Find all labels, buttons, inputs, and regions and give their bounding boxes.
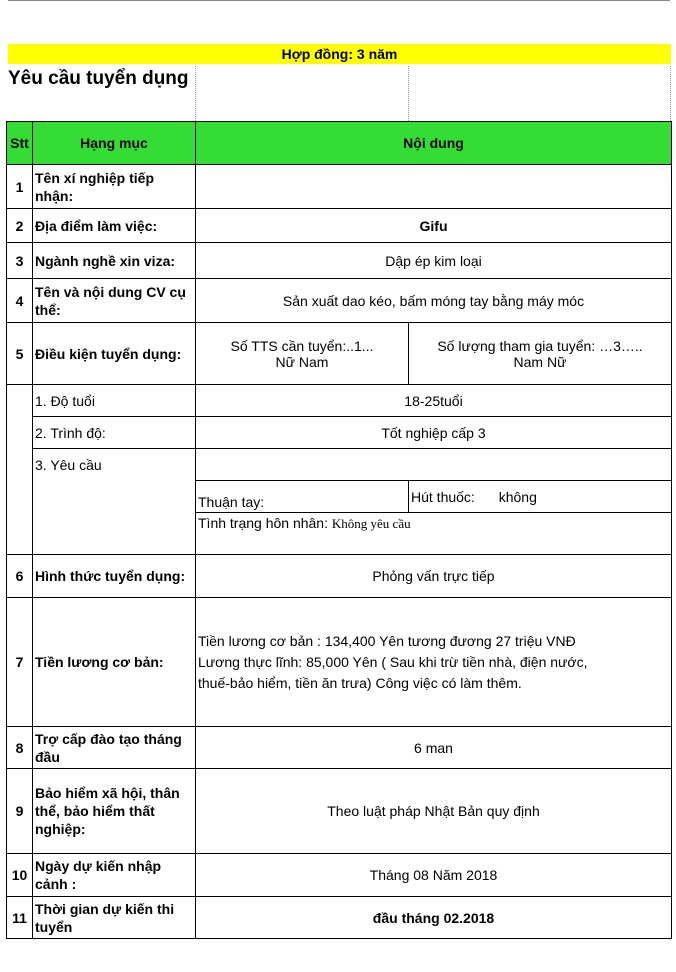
row-number: 11	[7, 897, 33, 939]
row-label: Tiền lương cơ bản:	[33, 598, 196, 727]
table-row	[7, 854, 672, 897]
contract-banner: Hợp đồng: 3 năm	[8, 44, 671, 64]
row-label: Ngành nghề xin viza:	[33, 243, 196, 279]
row-number: 9	[7, 769, 33, 854]
smoking-label: Hút thuốc:	[411, 488, 475, 505]
row-label: Trợ cấp đào tạo tháng đầu	[33, 727, 196, 769]
row-label: Bảo hiểm xã hội, thân thể, bảo hiểm thất nghiệp:	[33, 769, 196, 854]
table-row	[7, 279, 672, 323]
row-value: Sản xuất dao kéo, bấm móng tay bằng máy móc	[196, 279, 672, 323]
header-category: Hạng mục	[33, 122, 196, 165]
blank-cell	[7, 481, 33, 513]
row-value: đầu tháng 02.2018	[196, 897, 672, 939]
row-number: 3	[7, 243, 33, 279]
row-label: Hình thức tuyển dụng:	[33, 555, 196, 598]
blank-cell	[33, 513, 196, 555]
table-header	[7, 122, 672, 165]
table-row	[7, 243, 672, 279]
row-value: Phỏng vấn trực tiếp	[196, 555, 672, 598]
age-label: 1. Độ tuổi	[33, 385, 196, 417]
requirements-title: Yêu cầu tuyển dụng	[8, 68, 189, 89]
smoking-value: không	[498, 488, 537, 505]
table-row	[7, 449, 672, 481]
row-value	[196, 165, 672, 209]
header-content: Nội dung	[196, 122, 672, 165]
base-salary: Tiền lương cơ bản : 134,400 Yên tương đương 27 triệu VNĐ	[198, 632, 576, 649]
grid-line	[670, 66, 671, 121]
row-label: Tên và nội dung CV cụ thể:	[33, 279, 196, 323]
table-row	[7, 727, 672, 769]
row-value: 6 man	[196, 727, 672, 769]
table-row	[7, 769, 672, 854]
net-salary: Lương thực lĩnh: 85,000 Yên ( Sau khi trừ tiền nhà, điện nước,	[198, 653, 588, 670]
row-label: Ngày dự kiến nhập cảnh :	[33, 854, 196, 897]
blank-cell	[7, 417, 33, 449]
marital-cell	[196, 513, 672, 555]
row-value: Theo luật pháp Nhật Bản quy định	[196, 769, 672, 854]
row-number: 1	[7, 165, 33, 209]
row-value: Gifu	[196, 209, 672, 243]
row-label: Địa điểm làm việc:	[33, 209, 196, 243]
row-number: 7	[7, 598, 33, 727]
row-label: Tên xí nghiệp tiếp nhận:	[33, 165, 196, 209]
grid-line	[408, 66, 409, 121]
salary-cell	[196, 598, 672, 727]
table-row	[7, 897, 672, 939]
recruitment-table	[6, 121, 672, 939]
education-value: Tốt nghiệp cấp 3	[196, 417, 672, 449]
blank-cell	[7, 449, 33, 481]
smoking-cell	[409, 481, 672, 513]
table-row	[7, 555, 672, 598]
row-number: 10	[7, 854, 33, 897]
blank-cell	[7, 513, 33, 555]
age-value: 18-25tuổi	[196, 385, 672, 417]
table-row	[7, 385, 672, 417]
participant-count: Số lượng tham gia tuyển: …3…..	[437, 337, 643, 354]
participant-gender: Nam Nữ	[513, 353, 567, 370]
top-rule	[8, 0, 670, 1]
blank-cell	[7, 385, 33, 417]
table-row	[7, 417, 672, 449]
requirements-label: 3. Yêu cầu	[33, 449, 196, 481]
blank-cell	[33, 481, 196, 513]
row-number: 2	[7, 209, 33, 243]
recruit-count: Số TTS cần tuyển:..1...	[230, 337, 374, 354]
education-label: 2. Trình độ:	[33, 417, 196, 449]
row-number: 6	[7, 555, 33, 598]
table-row	[7, 513, 672, 555]
handedness-label: Thuận tay:	[196, 481, 409, 513]
participant-count-cell	[409, 323, 672, 385]
table-row	[7, 481, 672, 513]
recruit-count-cell	[196, 323, 409, 385]
salary-note: thuế-bảo hiểm, tiền ăn trưa) Công việc có làm thêm.	[198, 674, 522, 691]
recruit-gender: Nữ Nam	[275, 353, 329, 370]
marital-value: Không yêu cầu	[331, 516, 411, 531]
table-row	[7, 323, 672, 385]
row-number: 4	[7, 279, 33, 323]
table-row	[7, 598, 672, 727]
requirements-value	[196, 449, 672, 481]
row-value: Dập ép kim loại	[196, 243, 672, 279]
row-label: Thời gian dự kiến thi tuyển	[33, 897, 196, 939]
marital-label: Tình trạng hôn nhân:	[198, 515, 328, 531]
header-stt: Stt	[7, 122, 33, 165]
row-value: Tháng 08 Năm 2018	[196, 854, 672, 897]
row-label: Điều kiện tuyển dụng:	[33, 323, 196, 385]
table-row	[7, 209, 672, 243]
row-number: 8	[7, 727, 33, 769]
row-number: 5	[7, 323, 33, 385]
table-row	[7, 165, 672, 209]
grid-line	[195, 66, 196, 121]
